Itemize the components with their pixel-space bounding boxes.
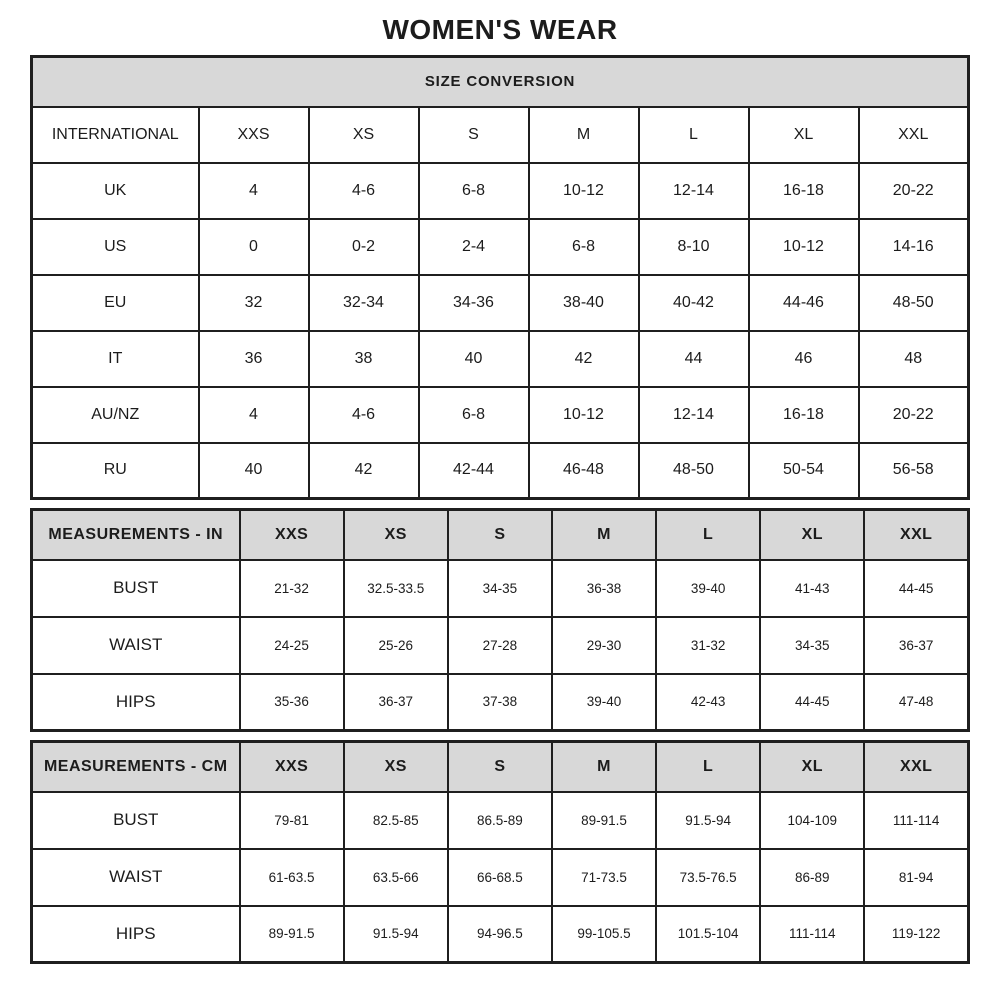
table-cell: 48-50 (859, 275, 969, 331)
row-label: HIPS (32, 674, 240, 731)
row-label: HIPS (32, 906, 240, 963)
table-cell: 24-25 (240, 617, 344, 674)
table-row (32, 560, 969, 617)
table-cell: 34-35 (760, 617, 864, 674)
table-cell: 86-89 (760, 849, 864, 906)
measurements-in-header-row (32, 510, 969, 560)
table-cell: 27-28 (448, 617, 552, 674)
table-cell: 21-32 (240, 560, 344, 617)
row-label: RU (32, 443, 199, 499)
table-cell: 10-12 (529, 387, 639, 443)
table-row (32, 219, 969, 275)
table-cell: 12-14 (639, 387, 749, 443)
column-header-xs: XS (344, 742, 448, 792)
size-conversion-body (32, 107, 969, 499)
table-cell: 99-105.5 (552, 906, 656, 963)
table-row (32, 163, 969, 219)
measurements-cm-header-row (32, 742, 969, 792)
table-cell: XXL (859, 107, 969, 163)
table-cell: 4 (199, 387, 309, 443)
size-conversion-title: SIZE CONVERSION (32, 57, 969, 107)
table-row (32, 906, 969, 963)
table-cell: 34-36 (419, 275, 529, 331)
table-cell: 34-35 (448, 560, 552, 617)
table-cell: 61-63.5 (240, 849, 344, 906)
table-cell: 40 (419, 331, 529, 387)
table-cell: 44-46 (749, 275, 859, 331)
column-header-m: M (552, 510, 656, 560)
table-cell: 32.5-33.5 (344, 560, 448, 617)
measurements-in-table (30, 508, 970, 732)
table-cell: 16-18 (749, 163, 859, 219)
table-cell: 47-48 (864, 674, 968, 731)
table-cell: 39-40 (656, 560, 760, 617)
table-cell: 86.5-89 (448, 792, 552, 849)
table-cell: 20-22 (859, 163, 969, 219)
column-header-xxl: XXL (864, 510, 968, 560)
table-cell: 40 (199, 443, 309, 499)
column-header-xxs: XXS (240, 742, 344, 792)
table-cell: 6-8 (419, 387, 529, 443)
table-cell: 4 (199, 163, 309, 219)
table-cell: 91.5-94 (344, 906, 448, 963)
table-cell: 6-8 (419, 163, 529, 219)
table-cell: 42 (529, 331, 639, 387)
table-cell: 79-81 (240, 792, 344, 849)
table-cell: 42 (309, 443, 419, 499)
table-cell: 37-38 (448, 674, 552, 731)
measurements-cm-title: MEASUREMENTS - CM (32, 742, 240, 792)
table-row (32, 387, 969, 443)
table-cell: 46-48 (529, 443, 639, 499)
table-cell: 38 (309, 331, 419, 387)
table-cell: 73.5-76.5 (656, 849, 760, 906)
table-row (32, 792, 969, 849)
table-row (32, 849, 969, 906)
row-label: US (32, 219, 199, 275)
column-header-xl: XL (760, 510, 864, 560)
column-header-xs: XS (344, 510, 448, 560)
table-row (32, 275, 969, 331)
table-cell: 32 (199, 275, 309, 331)
column-header-m: M (552, 742, 656, 792)
table-cell: 44-45 (864, 560, 968, 617)
measurements-in-title: MEASUREMENTS - IN (32, 510, 240, 560)
row-label: BUST (32, 560, 240, 617)
table-cell: 10-12 (749, 219, 859, 275)
table-cell: 81-94 (864, 849, 968, 906)
table-cell: 48 (859, 331, 969, 387)
row-label: EU (32, 275, 199, 331)
table-cell: 36-37 (344, 674, 448, 731)
table-cell: 71-73.5 (552, 849, 656, 906)
table-cell: 40-42 (639, 275, 749, 331)
table-cell: 91.5-94 (656, 792, 760, 849)
table-cell: 2-4 (419, 219, 529, 275)
table-row (32, 331, 969, 387)
table-cell: 10-12 (529, 163, 639, 219)
measurements-in-body (32, 560, 969, 731)
column-header-xxs: XXS (240, 510, 344, 560)
table-cell: 44-45 (760, 674, 864, 731)
table-cell: 41-43 (760, 560, 864, 617)
table-cell: 25-26 (344, 617, 448, 674)
table-cell: M (529, 107, 639, 163)
table-row (32, 674, 969, 731)
row-label: BUST (32, 792, 240, 849)
table-cell: 66-68.5 (448, 849, 552, 906)
table-cell: 31-32 (656, 617, 760, 674)
column-header-l: L (656, 742, 760, 792)
table-cell: 36-38 (552, 560, 656, 617)
column-header-s: S (448, 510, 552, 560)
table-cell: XS (309, 107, 419, 163)
table-cell: 94-96.5 (448, 906, 552, 963)
table-cell: 42-43 (656, 674, 760, 731)
table-cell: 36 (199, 331, 309, 387)
page-title: WOMEN'S WEAR (382, 14, 618, 45)
table-cell: 44 (639, 331, 749, 387)
table-cell: 89-91.5 (552, 792, 656, 849)
row-label: UK (32, 163, 199, 219)
table-cell: 29-30 (552, 617, 656, 674)
table-cell: 89-91.5 (240, 906, 344, 963)
table-cell: 46 (749, 331, 859, 387)
table-cell: 4-6 (309, 163, 419, 219)
table-cell: 111-114 (760, 906, 864, 963)
table-cell: 35-36 (240, 674, 344, 731)
table-cell: 6-8 (529, 219, 639, 275)
row-label: WAIST (32, 617, 240, 674)
table-cell: 20-22 (859, 387, 969, 443)
table-cell: 0 (199, 219, 309, 275)
row-label: WAIST (32, 849, 240, 906)
table-cell: S (419, 107, 529, 163)
row-label: IT (32, 331, 199, 387)
table-row (32, 443, 969, 499)
table-cell: 14-16 (859, 219, 969, 275)
table-cell: L (639, 107, 749, 163)
table-cell: 42-44 (419, 443, 529, 499)
table-cell: 63.5-66 (344, 849, 448, 906)
table-cell: 8-10 (639, 219, 749, 275)
row-label: INTERNATIONAL (32, 107, 199, 163)
table-cell: 48-50 (639, 443, 749, 499)
measurements-cm-body (32, 792, 969, 963)
column-header-xxl: XXL (864, 742, 968, 792)
table-cell: 104-109 (760, 792, 864, 849)
table-cell: 111-114 (864, 792, 968, 849)
table-cell: 56-58 (859, 443, 969, 499)
table-cell: XL (749, 107, 859, 163)
size-conversion-table (30, 55, 970, 500)
table-cell: 0-2 (309, 219, 419, 275)
table-row (32, 107, 969, 163)
table-cell: 16-18 (749, 387, 859, 443)
table-cell: 36-37 (864, 617, 968, 674)
table-row (32, 617, 969, 674)
size-conversion-banner-row (32, 57, 969, 107)
table-cell: 101.5-104 (656, 906, 760, 963)
measurements-cm-table (30, 740, 970, 964)
table-cell: 38-40 (529, 275, 639, 331)
table-cell: 32-34 (309, 275, 419, 331)
column-header-xl: XL (760, 742, 864, 792)
column-header-l: L (656, 510, 760, 560)
table-cell: 39-40 (552, 674, 656, 731)
table-cell: 82.5-85 (344, 792, 448, 849)
table-cell: 12-14 (639, 163, 749, 219)
column-header-s: S (448, 742, 552, 792)
row-label: AU/NZ (32, 387, 199, 443)
table-cell: XXS (199, 107, 309, 163)
table-cell: 119-122 (864, 906, 968, 963)
table-cell: 4-6 (309, 387, 419, 443)
table-cell: 50-54 (749, 443, 859, 499)
